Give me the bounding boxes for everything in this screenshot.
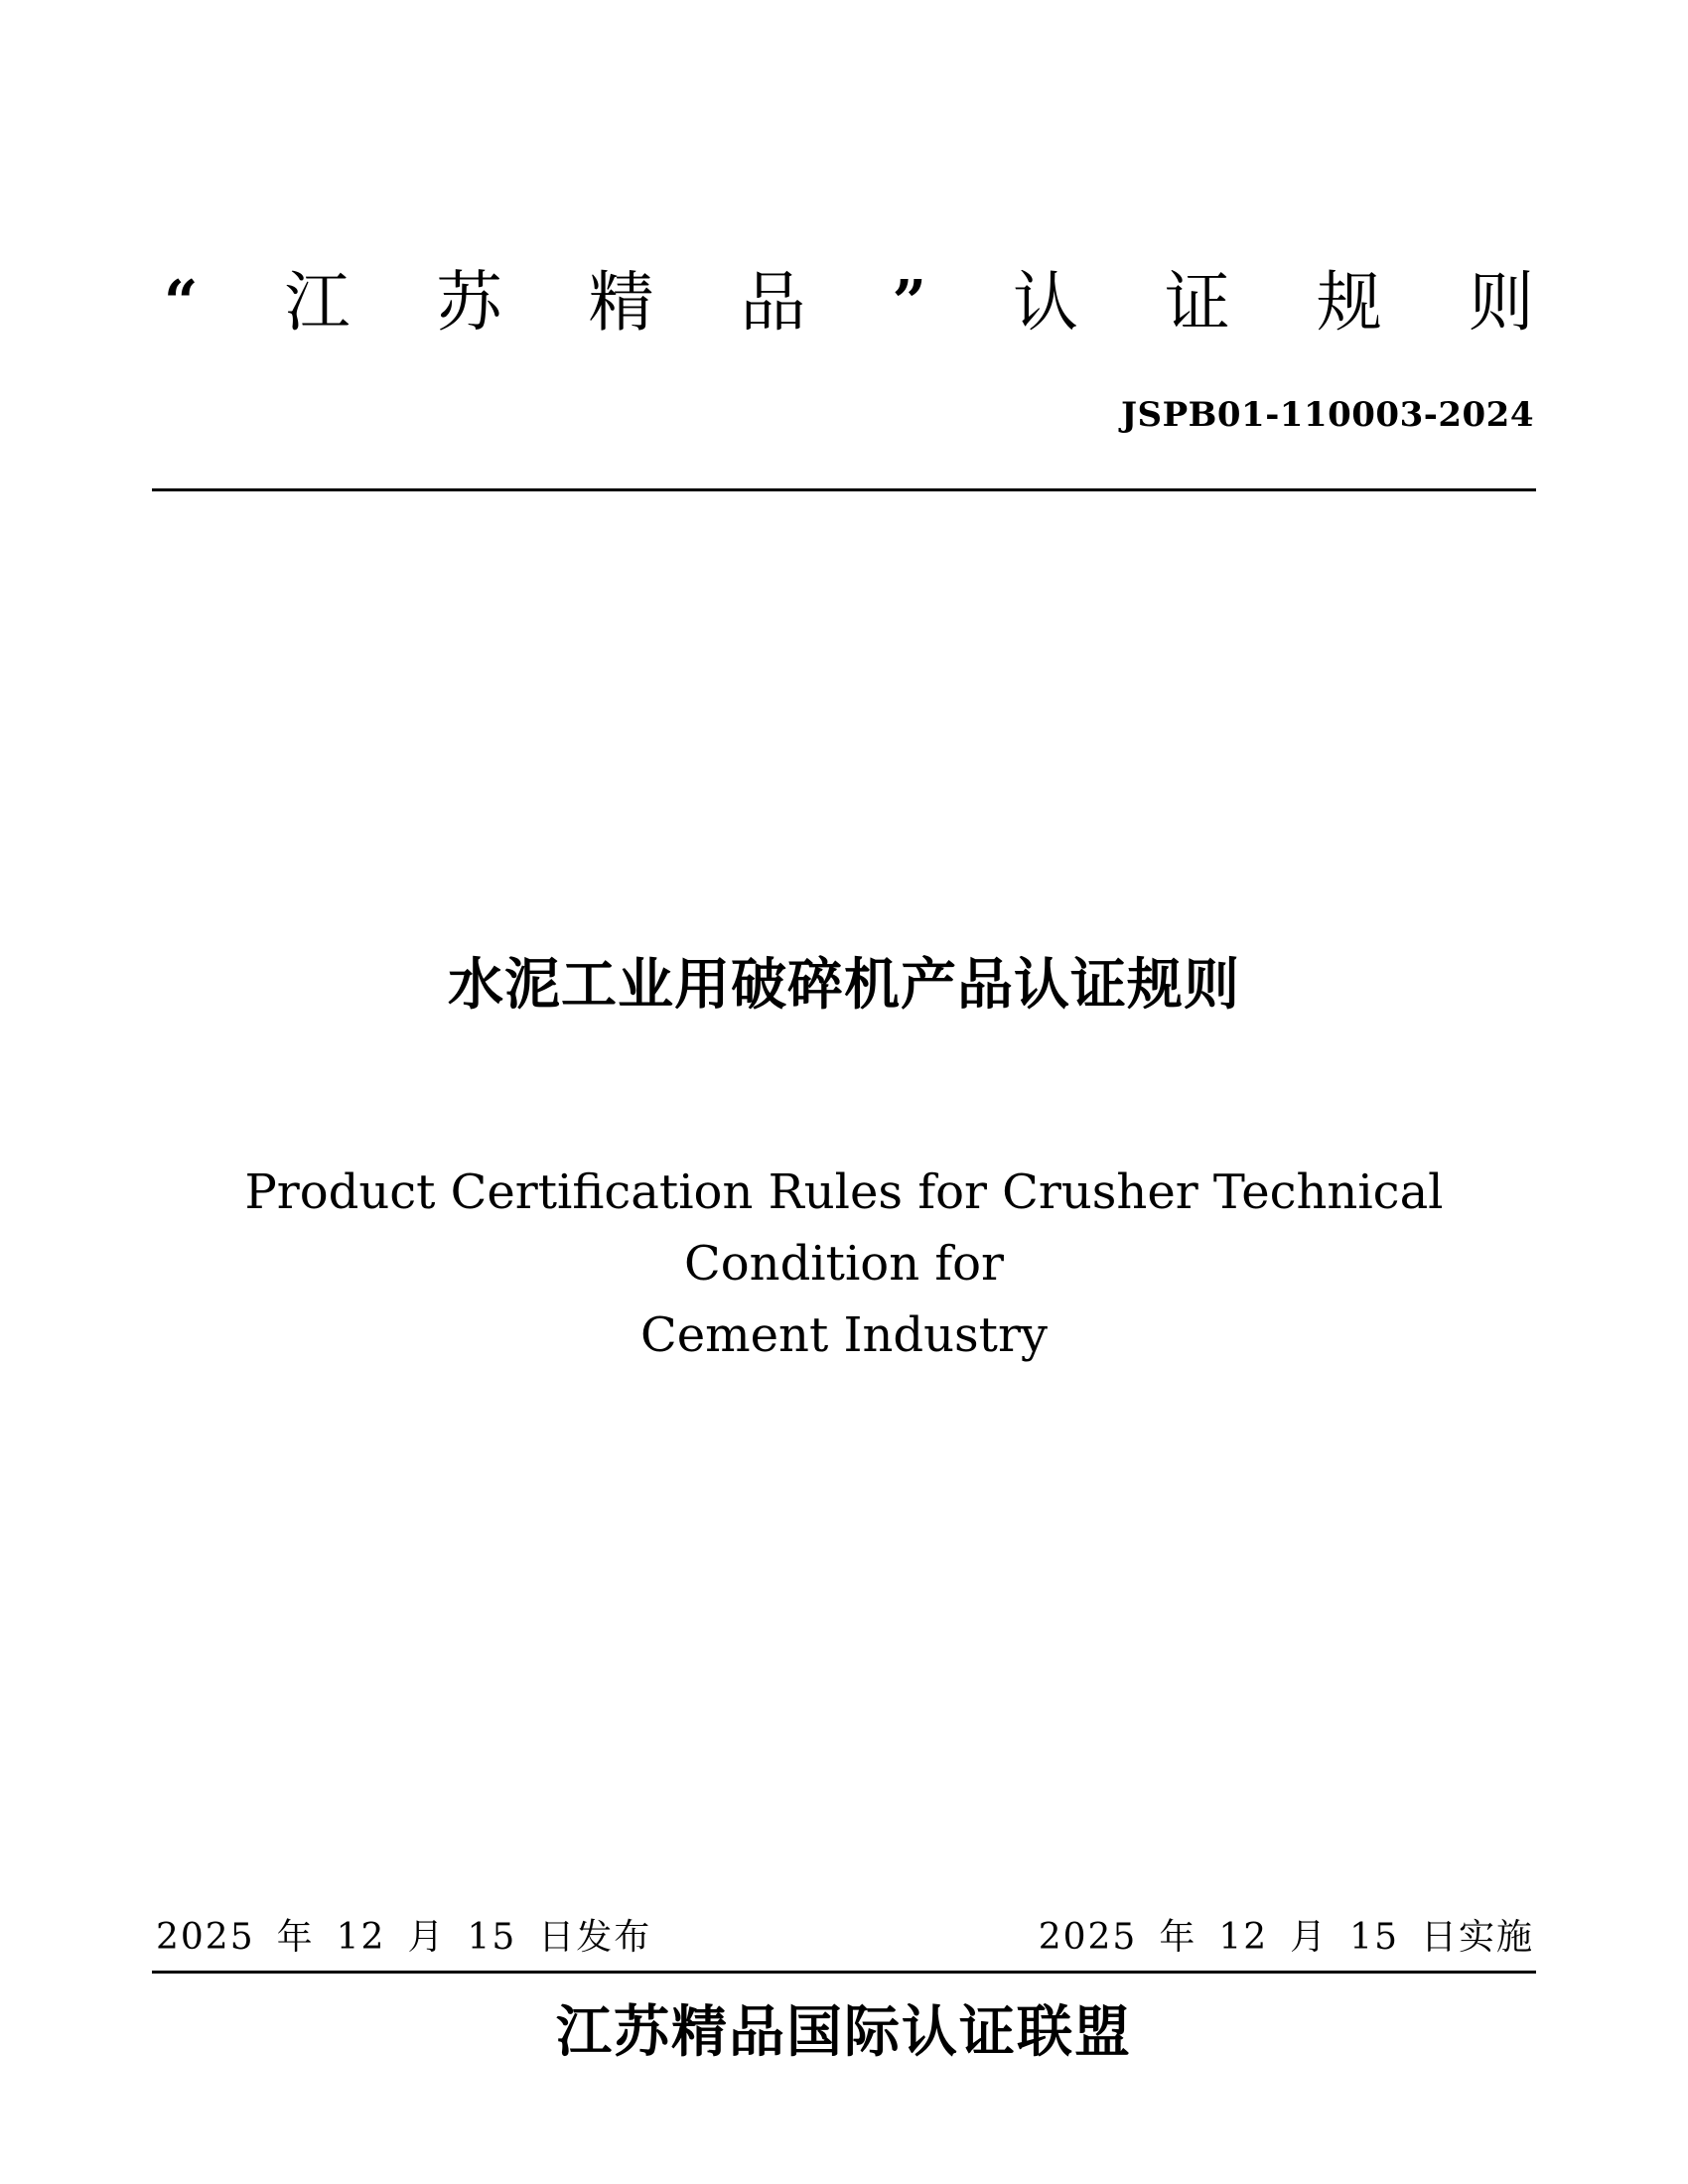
header-title-char: 江 bbox=[284, 264, 351, 341]
publish-suffix: 日发布 bbox=[538, 1917, 652, 1958]
top-divider bbox=[152, 488, 1536, 491]
header-title-char: ” bbox=[892, 268, 926, 338]
header-title-char: 证 bbox=[1164, 264, 1230, 341]
header-title-char: 认 bbox=[1012, 264, 1078, 341]
header-title bbox=[164, 253, 1534, 352]
publish-month: 12 bbox=[336, 1917, 386, 1958]
publish-year: 2025 bbox=[156, 1917, 255, 1958]
effective-year: 2025 bbox=[1038, 1917, 1138, 1958]
effective-month-unit: 月 bbox=[1290, 1917, 1329, 1958]
chinese-title: 水泥工业用破碎机产品认证规则 bbox=[448, 952, 1240, 1018]
english-title-line: Product Certification Rules for Crusher Technical Condition for bbox=[244, 1164, 1444, 1292]
publish-day: 15 bbox=[467, 1917, 517, 1958]
effective-month: 12 bbox=[1218, 1917, 1269, 1958]
header-title-char: 规 bbox=[1316, 264, 1382, 341]
publish-year-unit: 年 bbox=[276, 1917, 315, 1958]
document-number: JSPB01-110003-2024 bbox=[1120, 395, 1534, 435]
bottom-divider bbox=[152, 1971, 1536, 1974]
effective-date bbox=[1039, 1909, 1534, 1960]
header-title-char: “ bbox=[164, 268, 199, 338]
publish-month-unit: 月 bbox=[407, 1917, 446, 1958]
effective-day: 15 bbox=[1349, 1917, 1399, 1958]
english-title bbox=[149, 1157, 1539, 1371]
effective-year-unit: 年 bbox=[1159, 1917, 1197, 1958]
header-title-char: 品 bbox=[740, 264, 806, 341]
header-title-char: 苏 bbox=[436, 264, 502, 341]
header-title-char: 精 bbox=[588, 264, 654, 341]
issuing-organization: 江苏精品国际认证联盟 bbox=[556, 1999, 1132, 2065]
english-title-line: Cement Industry bbox=[639, 1307, 1048, 1363]
publish-date bbox=[156, 1909, 651, 1960]
effective-suffix: 日实施 bbox=[1420, 1917, 1534, 1958]
header-title-char: 则 bbox=[1468, 264, 1534, 341]
